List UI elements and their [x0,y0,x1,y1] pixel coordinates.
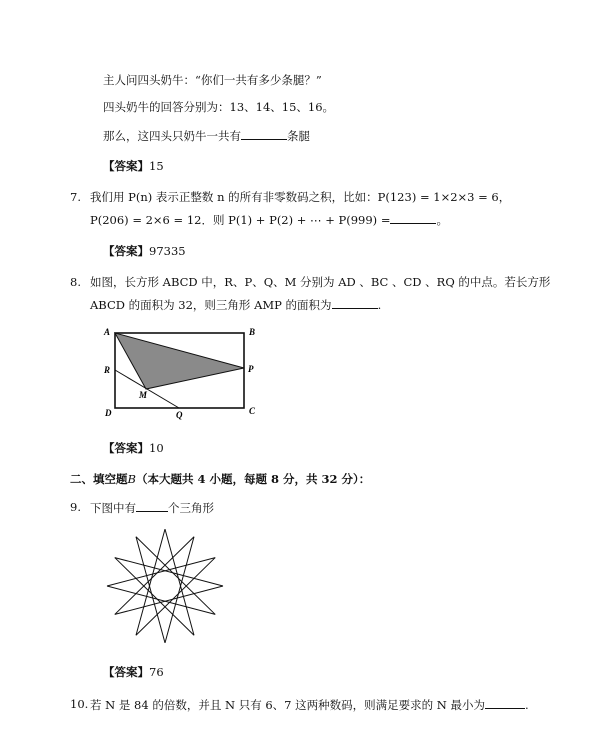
q9-line1-pre: 下图中有 [90,501,136,515]
q8-line2-pre: ABCD 的面积为 32，则三角形 AMP 的面积为 [90,298,332,312]
q6-line1: 主人问四头奶牛：“你们一共有多少条腿？” [103,73,322,87]
q9-answer [103,665,164,679]
label-c: C [249,406,256,416]
q6-line2: 四头奶牛的回答分别为：13、14、15、16。 [103,100,335,114]
q7-line1: 我们用 P(n) 表示正整数 n 的所有非零数码之积，比如：P(123) = 1×2×3 = 6， [90,190,511,204]
q9-line1 [90,500,214,515]
q10-line1-post: . [525,698,529,712]
section-title-post: （本大题共 4 小题，每题 8 分，共 32 分）： [135,472,371,486]
answer-value: 76 [149,665,164,679]
triangle-amp [115,333,244,389]
twelve-point-star-figure [100,526,230,646]
section-title-pre: 二、填空题 [70,472,128,486]
q10-line1-pre: 若 N 是 84 的倍数，并且 N 只有 6、7 这两种数码，则满足要求的 N 最小为 [90,698,486,712]
answer-label: 【答案】 [103,244,149,258]
q8-line2 [90,297,381,312]
label-b: B [249,327,256,337]
answer-value: 97335 [149,244,186,258]
label-r: R [104,365,111,375]
q6-line3-pre: 那么，这四头只奶牛一共有 [103,129,241,143]
answer-blank [136,500,168,512]
q8-answer [103,441,164,455]
q8-line2-post: . [377,298,382,312]
q7-line2-pre: P(206) = 2×6 = 12．则 P(1) + P(2) + ⋯ + P(999) = [90,213,391,227]
answer-label: 【答案】 [103,441,149,455]
label-p: P [248,364,254,374]
answer-label: 【答案】 [103,665,149,679]
answer-blank [241,128,287,140]
q7-line2 [90,212,448,227]
answer-value: 15 [149,159,164,173]
q8-number: 8. [70,275,81,289]
answer-blank [390,212,436,224]
answer-value: 10 [149,441,164,455]
answer-blank [485,697,525,709]
q10-number: 10. [70,697,89,711]
q6-line3 [103,128,310,143]
answer-blank [332,297,378,309]
q9-line1-post: 个三角形 [168,501,214,515]
q6-answer [103,159,164,173]
q7-line2-post: 。 [436,213,448,227]
q7-number: 7. [70,190,81,204]
section-heading [70,472,370,486]
q7-answer [103,244,186,258]
q10-line1 [90,697,529,712]
rectangle-figure [98,322,268,422]
label-m: M [139,390,148,400]
answer-label: 【答案】 [103,159,149,173]
label-d: D [105,408,112,418]
label-q: Q [176,410,183,420]
q8-line1: 如图，长方形 ABCD 中，R、P、Q、M 分别为 AD 、BC 、CD 、RQ 的中点。若长方形 [90,275,551,289]
section-title-b: B [127,472,136,486]
q9-number: 9. [70,500,81,514]
label-a: A [104,327,111,337]
q6-line3-post: 条腿 [287,129,310,143]
